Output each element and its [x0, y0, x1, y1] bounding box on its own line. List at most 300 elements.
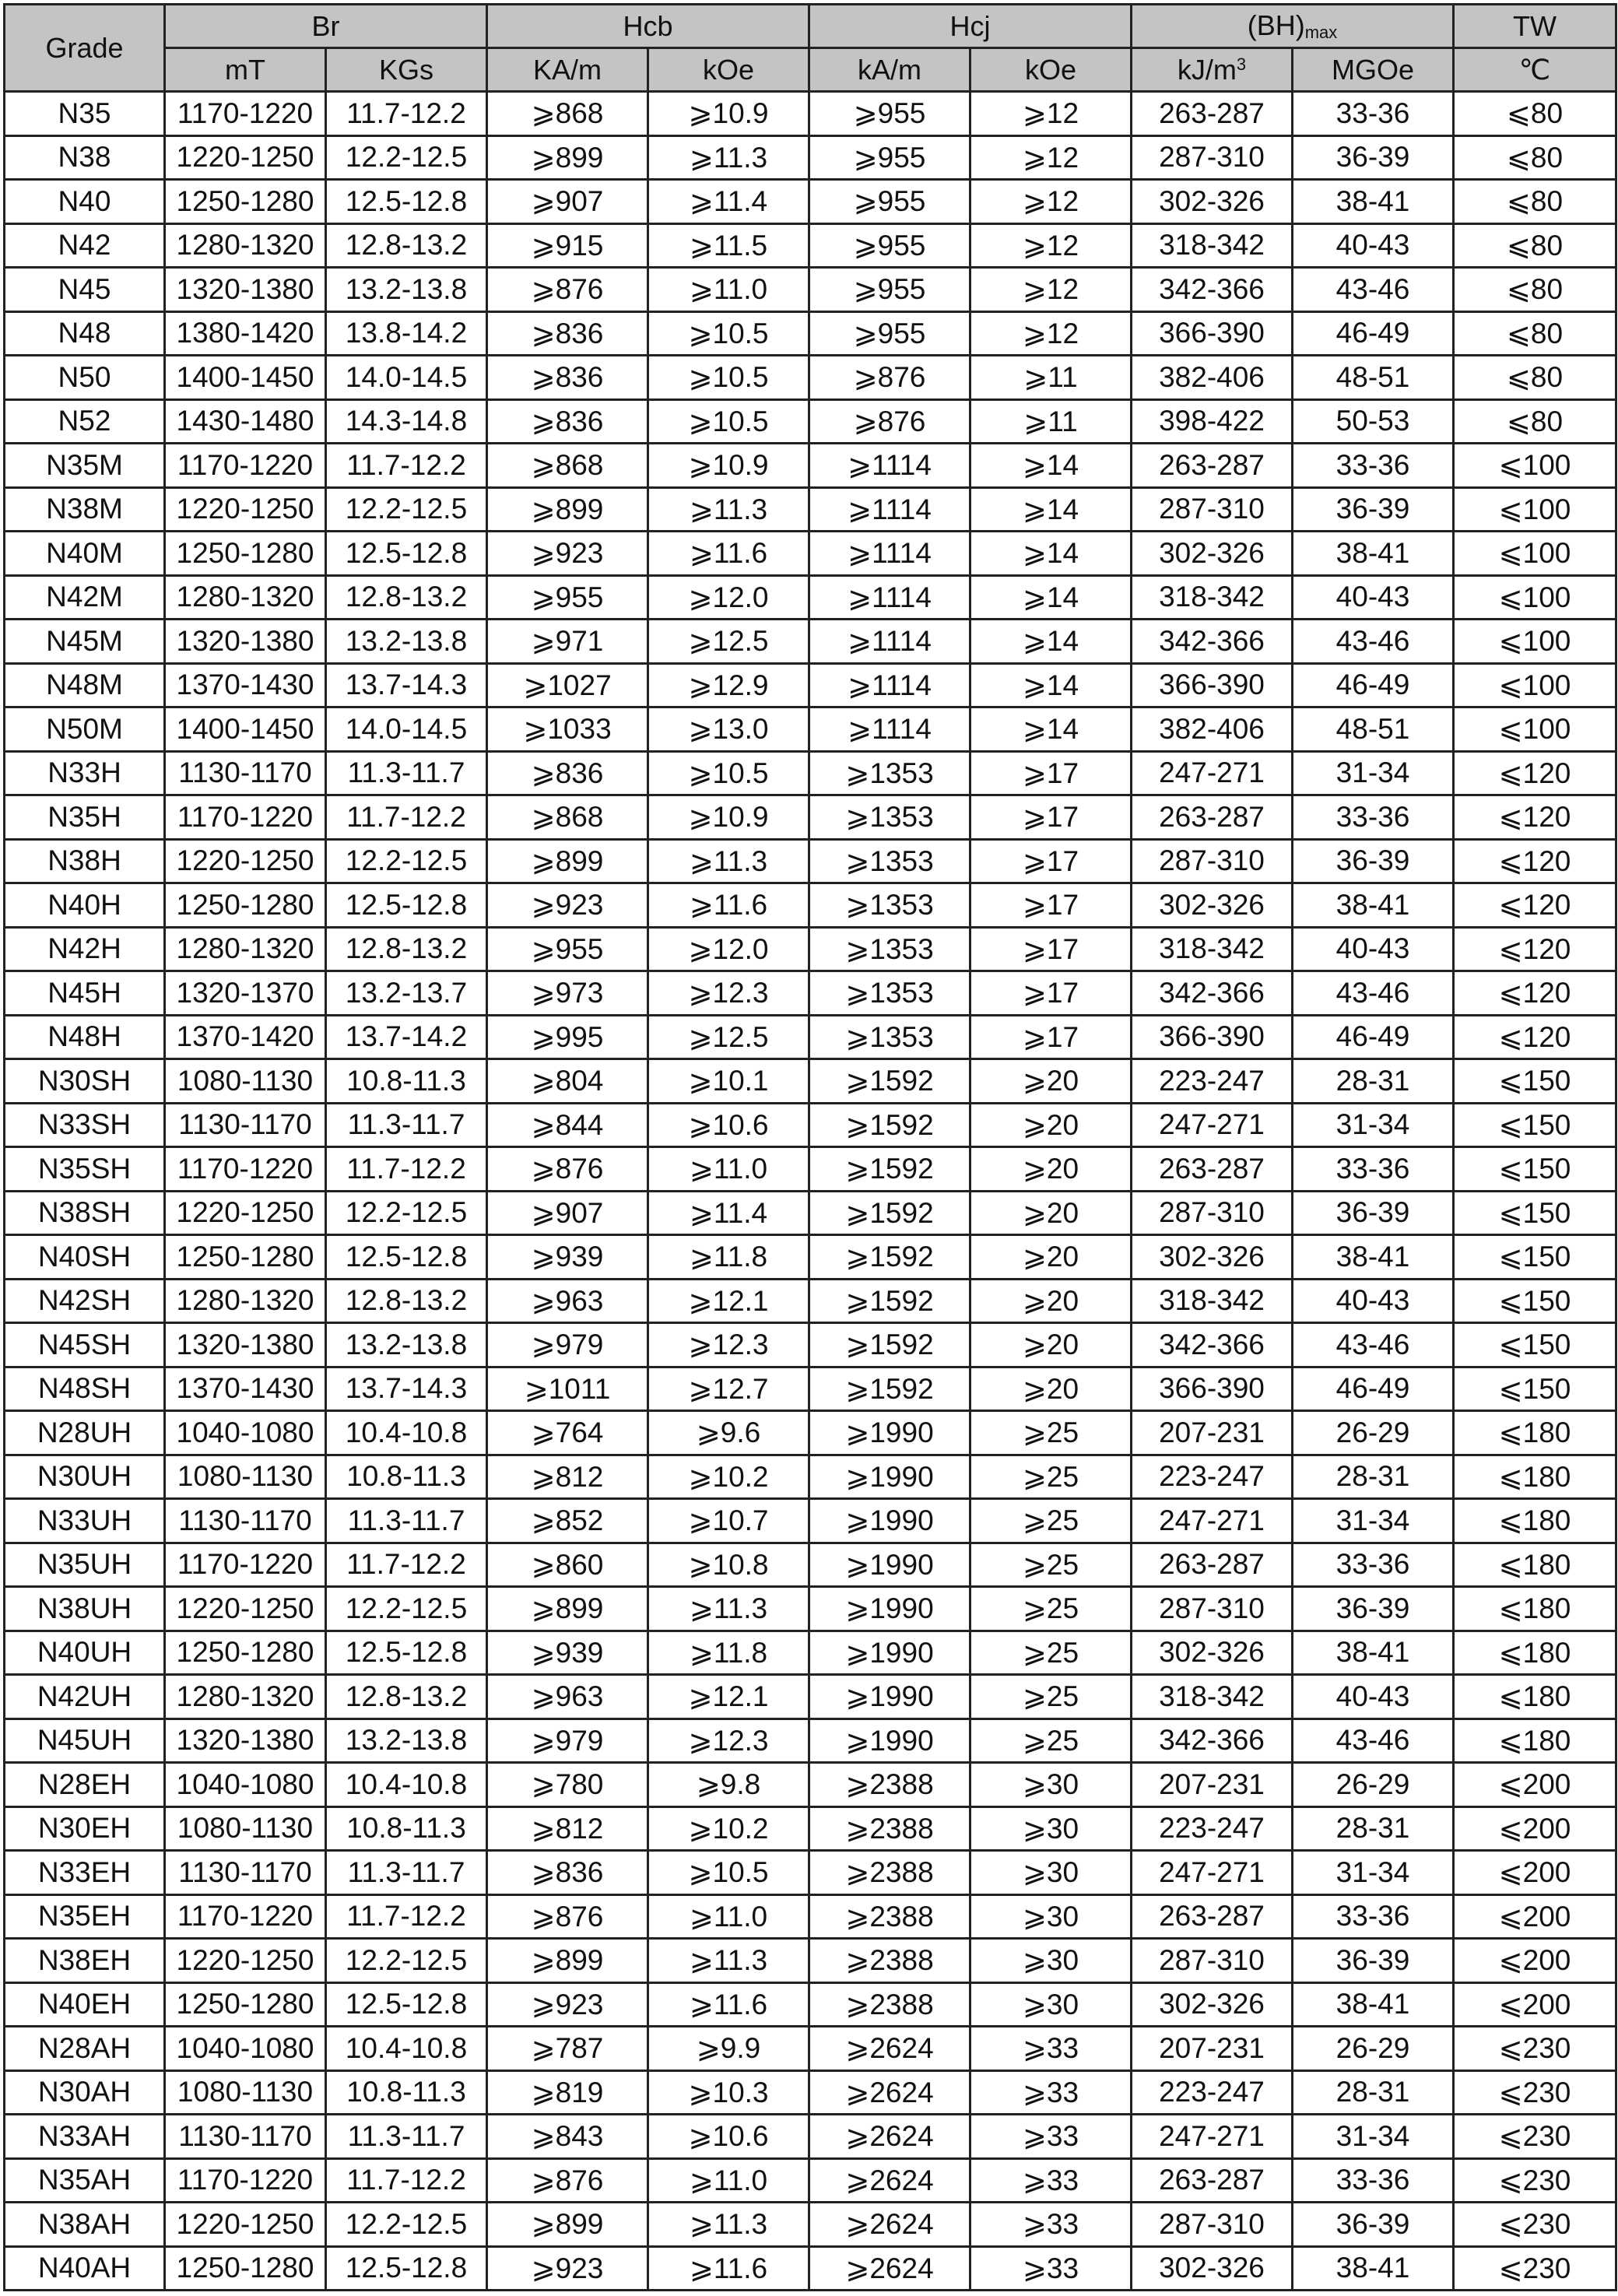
- br-mt-cell: 1220-1250: [165, 1191, 326, 1235]
- tw-cell: ⩽180: [1454, 1587, 1616, 1631]
- hcj-koe-cell: ⩾14: [970, 620, 1132, 664]
- br-mt-cell: 1320-1380: [165, 620, 326, 664]
- hcb-kam-cell: ⩾764: [487, 1411, 648, 1455]
- hcb-koe-cell: ⩾10.1: [648, 1059, 809, 1104]
- grade-cell: N42: [5, 223, 165, 268]
- hcj-kam-cell: ⩾1592: [809, 1367, 970, 1411]
- hcb-kam-cell: ⩾899: [487, 839, 648, 883]
- table-row: [5, 1806, 1616, 1851]
- hcb-koe-cell: ⩾10.5: [648, 311, 809, 356]
- table-row: [5, 399, 1616, 444]
- grade-cell: N33H: [5, 751, 165, 795]
- hcj-kam-cell: ⩾1592: [809, 1191, 970, 1235]
- br-kgs-cell: 13.2-13.8: [326, 268, 487, 312]
- bh-kj-cell: 287-310: [1132, 1587, 1293, 1631]
- table-row: [5, 1103, 1616, 1147]
- hcj-kam-cell: ⩾2624: [809, 2203, 970, 2247]
- tw-cell: ⩽120: [1454, 883, 1616, 928]
- bh-mgoe-cell: 33-36: [1293, 2158, 1454, 2203]
- hcj-kam-cell: ⩾1990: [809, 1499, 970, 1543]
- br-kgs-cell: 11.3-11.7: [326, 1499, 487, 1543]
- bh-kj-cell: 247-271: [1132, 751, 1293, 795]
- hcj-koe-cell: ⩾12: [970, 223, 1132, 268]
- hcb-koe-cell: ⩾9.9: [648, 2027, 809, 2071]
- hcb-koe-cell: ⩾10.2: [648, 1455, 809, 1499]
- grade-cell: N38M: [5, 487, 165, 532]
- br-mt-cell: 1280-1320: [165, 927, 326, 971]
- hcj-koe-cell: ⩾14: [970, 707, 1132, 752]
- hcb-kam-cell: ⩾979: [487, 1323, 648, 1367]
- grade-cell: N48H: [5, 1015, 165, 1059]
- hcj-kam-cell: ⩾2624: [809, 2070, 970, 2115]
- bh-kj-cell: 207-231: [1132, 2027, 1293, 2071]
- br-kgs-cell: 10.8-11.3: [326, 2070, 487, 2115]
- bh-mgoe-cell: 33-36: [1293, 795, 1454, 840]
- br-kgs-cell: 13.2-13.8: [326, 620, 487, 664]
- br-kgs-cell: 14.0-14.5: [326, 707, 487, 752]
- hcj-koe-cell: ⩾20: [970, 1147, 1132, 1192]
- br-mt-cell: 1430-1480: [165, 399, 326, 444]
- hcj-kam-cell: ⩾1114: [809, 444, 970, 488]
- bh-kj-cell: 342-366: [1132, 1718, 1293, 1763]
- grade-cell: N42SH: [5, 1279, 165, 1323]
- hcj-kam-cell: ⩾876: [809, 356, 970, 400]
- hcj-koe-cell: ⩾17: [970, 751, 1132, 795]
- hcb-koe-cell: ⩾11.6: [648, 532, 809, 576]
- hcj-kam-unit: kA/m: [809, 48, 970, 92]
- hcj-koe-unit: kOe: [970, 48, 1132, 92]
- grade-cell: N38AH: [5, 2203, 165, 2247]
- bh-mgoe-cell: 28-31: [1293, 2070, 1454, 2115]
- bh-mgoe-cell: 33-36: [1293, 1147, 1454, 1192]
- hcb-kam-cell: ⩾804: [487, 1059, 648, 1104]
- br-kgs-cell: 10.4-10.8: [326, 2027, 487, 2071]
- tw-header: TW: [1454, 5, 1616, 48]
- hcj-koe-cell: ⩾12: [970, 268, 1132, 312]
- grade-cell: N50: [5, 356, 165, 400]
- bh-kj-cell: 223-247: [1132, 2070, 1293, 2115]
- hcj-koe-cell: ⩾25: [970, 1499, 1132, 1543]
- hcj-koe-cell: ⩾25: [970, 1455, 1132, 1499]
- hcb-kam-cell: ⩾1033: [487, 707, 648, 752]
- hcj-kam-cell: ⩾1990: [809, 1455, 970, 1499]
- hcj-kam-cell: ⩾1592: [809, 1059, 970, 1104]
- hcj-koe-cell: ⩾20: [970, 1191, 1132, 1235]
- hcj-koe-cell: ⩾12: [970, 135, 1132, 180]
- bh-kj-cell: 366-390: [1132, 1367, 1293, 1411]
- hcj-kam-cell: ⩾1353: [809, 795, 970, 840]
- table-row: [5, 663, 1616, 707]
- tw-cell: ⩽180: [1454, 1455, 1616, 1499]
- hcb-kam-cell: ⩾899: [487, 1587, 648, 1631]
- bh-kj-cell: 318-342: [1132, 927, 1293, 971]
- bh-kj-cell: 302-326: [1132, 1235, 1293, 1280]
- grade-cell: N33SH: [5, 1103, 165, 1147]
- hcj-koe-cell: ⩾14: [970, 444, 1132, 488]
- br-kgs-cell: 13.7-14.3: [326, 663, 487, 707]
- br-mt-cell: 1170-1220: [165, 444, 326, 488]
- tw-cell: ⩽180: [1454, 1631, 1616, 1675]
- hcj-kam-cell: ⩾1592: [809, 1103, 970, 1147]
- table-row: [5, 1367, 1616, 1411]
- br-kgs-cell: 14.3-14.8: [326, 399, 487, 444]
- br-mt-cell: 1130-1170: [165, 1851, 326, 1895]
- hcj-kam-cell: ⩾2388: [809, 1894, 970, 1939]
- hcj-koe-cell: ⩾33: [970, 2158, 1132, 2203]
- hcj-kam-cell: ⩾1990: [809, 1543, 970, 1587]
- hcj-kam-cell: ⩾2624: [809, 2246, 970, 2291]
- grade-cell: N40UH: [5, 1631, 165, 1675]
- hcb-koe-cell: ⩾12.9: [648, 663, 809, 707]
- br-kgs-cell: 12.8-13.2: [326, 223, 487, 268]
- bh-mgoe-cell: 33-36: [1293, 1543, 1454, 1587]
- tw-cell: ⩽200: [1454, 1763, 1616, 1807]
- br-kgs-cell: 11.7-12.2: [326, 1543, 487, 1587]
- grade-cell: N28AH: [5, 2027, 165, 2071]
- bh-mgoe-cell: 46-49: [1293, 1367, 1454, 1411]
- hcj-kam-cell: ⩾1990: [809, 1587, 970, 1631]
- br-kgs-cell: 13.2-13.8: [326, 1718, 487, 1763]
- hcj-koe-cell: ⩾20: [970, 1235, 1132, 1280]
- hcj-koe-cell: ⩾30: [970, 1894, 1132, 1939]
- hcj-kam-cell: ⩾955: [809, 311, 970, 356]
- hcj-kam-cell: ⩾2388: [809, 1851, 970, 1895]
- br-kgs-cell: 12.5-12.8: [326, 1982, 487, 2027]
- hcj-kam-cell: ⩾1990: [809, 1631, 970, 1675]
- br-kgs-cell: 10.4-10.8: [326, 1763, 487, 1807]
- hcj-koe-cell: ⩾17: [970, 883, 1132, 928]
- hcb-koe-cell: ⩾10.9: [648, 795, 809, 840]
- tw-cell: ⩽100: [1454, 620, 1616, 664]
- bh-mgoe-cell: 43-46: [1293, 268, 1454, 312]
- hcb-kam-cell: ⩾899: [487, 2203, 648, 2247]
- hcb-kam-cell: ⩾971: [487, 620, 648, 664]
- bhmax-subscript: max: [1304, 23, 1338, 42]
- hcj-koe-cell: ⩾14: [970, 532, 1132, 576]
- grade-cell: N45UH: [5, 1718, 165, 1763]
- grade-cell: N45H: [5, 971, 165, 1016]
- hcb-kam-cell: ⩾836: [487, 751, 648, 795]
- grade-cell: N30EH: [5, 1806, 165, 1851]
- br-mt-cell: 1170-1220: [165, 1894, 326, 1939]
- tw-cell: ⩽180: [1454, 1411, 1616, 1455]
- hcb-kam-cell: ⩾923: [487, 883, 648, 928]
- table-row: [5, 223, 1616, 268]
- hcj-koe-cell: ⩾33: [970, 2027, 1132, 2071]
- bh-kj-cell: 302-326: [1132, 532, 1293, 576]
- bh-kj-cell: 398-422: [1132, 399, 1293, 444]
- bh-mgoe-cell: 46-49: [1293, 311, 1454, 356]
- bh-mgoe-cell: 38-41: [1293, 532, 1454, 576]
- br-mt-cell: 1370-1420: [165, 1015, 326, 1059]
- bh-mgoe-cell: 33-36: [1293, 444, 1454, 488]
- hcb-koe-cell: ⩾10.7: [648, 1499, 809, 1543]
- grade-cell: N40: [5, 180, 165, 224]
- br-kgs-cell: 10.8-11.3: [326, 1059, 487, 1104]
- hcb-kam-cell: ⩾876: [487, 1894, 648, 1939]
- grade-cell: N38UH: [5, 1587, 165, 1631]
- br-kgs-cell: 12.2-12.5: [326, 2203, 487, 2247]
- hcb-koe-cell: ⩾11.0: [648, 2158, 809, 2203]
- grade-cell: N35M: [5, 444, 165, 488]
- bh-kj-cell: 366-390: [1132, 1015, 1293, 1059]
- table-row: [5, 532, 1616, 576]
- bh-mgoe-cell: 26-29: [1293, 1411, 1454, 1455]
- bh-kj-cell: 318-342: [1132, 575, 1293, 620]
- hcb-kam-cell: ⩾876: [487, 1147, 648, 1192]
- br-mt-cell: 1130-1170: [165, 2115, 326, 2159]
- hcb-koe-cell: ⩾10.5: [648, 1851, 809, 1895]
- br-kgs-cell: 12.5-12.8: [326, 2246, 487, 2291]
- table-row: [5, 1939, 1616, 1983]
- bh-mgoe-cell: 36-39: [1293, 2203, 1454, 2247]
- bh-mgoe-cell: 33-36: [1293, 92, 1454, 136]
- br-mt-cell: 1170-1220: [165, 795, 326, 840]
- br-mt-cell: 1130-1170: [165, 1103, 326, 1147]
- hcj-kam-cell: ⩾2388: [809, 1939, 970, 1983]
- hcb-koe-cell: ⩾11.5: [648, 223, 809, 268]
- grade-cell: N38H: [5, 839, 165, 883]
- grade-cell: N52: [5, 399, 165, 444]
- hcj-koe-cell: ⩾30: [970, 1851, 1132, 1895]
- grade-cell: N48M: [5, 663, 165, 707]
- hcb-koe-cell: ⩾11.4: [648, 180, 809, 224]
- br-mt-cell: 1080-1130: [165, 1806, 326, 1851]
- hcb-koe-cell: ⩾11.0: [648, 1147, 809, 1192]
- tw-cell: ⩽120: [1454, 971, 1616, 1016]
- bh-mgoe-cell: 31-34: [1293, 751, 1454, 795]
- table-row: [5, 1323, 1616, 1367]
- hcb-kam-cell: ⩾995: [487, 1015, 648, 1059]
- hcj-kam-cell: ⩾1114: [809, 487, 970, 532]
- table-row: [5, 1411, 1616, 1455]
- bh-mgoe-cell: 28-31: [1293, 1806, 1454, 1851]
- tw-cell: ⩽120: [1454, 1015, 1616, 1059]
- table-row: [5, 1059, 1616, 1104]
- bh-mgoe-cell: 43-46: [1293, 971, 1454, 1016]
- table-row: [5, 1543, 1616, 1587]
- hcj-koe-cell: ⩾14: [970, 575, 1132, 620]
- hcb-kam-cell: ⩾939: [487, 1235, 648, 1280]
- tw-cell: ⩽80: [1454, 135, 1616, 180]
- br-header: Br: [165, 5, 487, 48]
- grade-cell: N35SH: [5, 1147, 165, 1192]
- bh-mgoe-cell: 40-43: [1293, 1279, 1454, 1323]
- br-mt-cell: 1220-1250: [165, 135, 326, 180]
- br-kgs-cell: 11.7-12.2: [326, 444, 487, 488]
- br-kgs-cell: 11.7-12.2: [326, 92, 487, 136]
- br-kgs-cell: 12.2-12.5: [326, 1191, 487, 1235]
- hcj-kam-cell: ⩾955: [809, 92, 970, 136]
- br-mt-cell: 1040-1080: [165, 2027, 326, 2071]
- hcj-koe-cell: ⩾17: [970, 795, 1132, 840]
- br-kgs-cell: 11.7-12.2: [326, 1147, 487, 1192]
- grade-cell: N33AH: [5, 2115, 165, 2159]
- hcb-kam-cell: ⩾844: [487, 1103, 648, 1147]
- tw-cell: ⩽200: [1454, 1851, 1616, 1895]
- table-row: [5, 1851, 1616, 1895]
- hcb-kam-cell: ⩾963: [487, 1675, 648, 1719]
- grade-cell: N40M: [5, 532, 165, 576]
- bh-mgoe-cell: 38-41: [1293, 883, 1454, 928]
- bh-mgoe-cell: 36-39: [1293, 1587, 1454, 1631]
- table-row: [5, 707, 1616, 752]
- br-kgs-cell: 12.5-12.8: [326, 532, 487, 576]
- tw-cell: ⩽80: [1454, 356, 1616, 400]
- bh-mgoe-cell: 40-43: [1293, 223, 1454, 268]
- hcb-kam-cell: ⩾836: [487, 1851, 648, 1895]
- br-mt-cell: 1170-1220: [165, 1543, 326, 1587]
- br-kgs-cell: 11.3-11.7: [326, 2115, 487, 2159]
- bh-mgoe-cell: 48-51: [1293, 356, 1454, 400]
- hcb-kam-cell: ⩾868: [487, 444, 648, 488]
- table-row: [5, 839, 1616, 883]
- bh-mgoe-cell: 28-31: [1293, 1455, 1454, 1499]
- grade-cell: N38SH: [5, 1191, 165, 1235]
- br-mt-cell: 1170-1220: [165, 2158, 326, 2203]
- table-row: [5, 356, 1616, 400]
- bh-kj-cell: 302-326: [1132, 1982, 1293, 2027]
- hcb-koe-cell: ⩾11.3: [648, 839, 809, 883]
- hcb-kam-cell: ⩾780: [487, 1763, 648, 1807]
- hcb-kam-cell: ⩾899: [487, 135, 648, 180]
- hcj-koe-cell: ⩾17: [970, 839, 1132, 883]
- grade-cell: N38: [5, 135, 165, 180]
- table-row: [5, 2027, 1616, 2071]
- grade-cell: N40SH: [5, 1235, 165, 1280]
- bh-kj-cell: 342-366: [1132, 1323, 1293, 1367]
- hcb-kam-unit: KA/m: [487, 48, 648, 92]
- tw-cell: ⩽180: [1454, 1718, 1616, 1763]
- hcb-koe-cell: ⩾11.3: [648, 1939, 809, 1983]
- hcj-kam-cell: ⩾1990: [809, 1718, 970, 1763]
- bh-mgoe-cell: 31-34: [1293, 1851, 1454, 1895]
- br-kgs-cell: 12.2-12.5: [326, 1939, 487, 1983]
- hcb-kam-cell: ⩾923: [487, 2246, 648, 2291]
- hcj-koe-cell: ⩾25: [970, 1587, 1132, 1631]
- tw-cell: ⩽150: [1454, 1103, 1616, 1147]
- hcb-koe-cell: ⩾11.3: [648, 2203, 809, 2247]
- grade-cell: N35: [5, 92, 165, 136]
- hcb-koe-cell: ⩾11.8: [648, 1631, 809, 1675]
- grade-cell: N45: [5, 268, 165, 312]
- tw-cell: ⩽80: [1454, 311, 1616, 356]
- hcj-kam-cell: ⩾1990: [809, 1675, 970, 1719]
- header-unit-row: [5, 48, 1616, 92]
- hcj-kam-cell: ⩾955: [809, 135, 970, 180]
- hcb-koe-cell: ⩾10.9: [648, 444, 809, 488]
- tw-cell: ⩽150: [1454, 1059, 1616, 1104]
- hcb-kam-cell: ⩾923: [487, 1982, 648, 2027]
- bh-kj-cell: 247-271: [1132, 2115, 1293, 2159]
- table-row: [5, 135, 1616, 180]
- hcj-koe-cell: ⩾20: [970, 1323, 1132, 1367]
- tw-cell: ⩽80: [1454, 180, 1616, 224]
- tw-cell: ⩽230: [1454, 2070, 1616, 2115]
- bh-kj-cell: 287-310: [1132, 839, 1293, 883]
- bh-kj-unit-base: kJ/m: [1177, 53, 1237, 86]
- br-mt-cell: 1220-1250: [165, 1587, 326, 1631]
- bh-mgoe-cell: 43-46: [1293, 620, 1454, 664]
- bh-kj-cell: 263-287: [1132, 1147, 1293, 1192]
- br-mt-cell: 1280-1320: [165, 575, 326, 620]
- table-row: [5, 2203, 1616, 2247]
- hcb-kam-cell: ⩾899: [487, 1939, 648, 1983]
- bh-mgoe-cell: 43-46: [1293, 1718, 1454, 1763]
- table-row: [5, 1147, 1616, 1192]
- hcb-kam-cell: ⩾812: [487, 1455, 648, 1499]
- table-row: [5, 971, 1616, 1016]
- tw-cell: ⩽230: [1454, 2115, 1616, 2159]
- tw-cell: ⩽180: [1454, 1675, 1616, 1719]
- br-kgs-cell: 12.2-12.5: [326, 839, 487, 883]
- grade-cell: N35EH: [5, 1894, 165, 1939]
- br-kgs-cell: 13.2-13.8: [326, 1323, 487, 1367]
- grade-header: Grade: [5, 5, 165, 92]
- header-group-row: [5, 5, 1616, 48]
- br-kgs-cell: 10.4-10.8: [326, 1411, 487, 1455]
- bh-kj-cell: 247-271: [1132, 1851, 1293, 1895]
- br-mt-cell: 1250-1280: [165, 532, 326, 576]
- hcb-koe-cell: ⩾9.6: [648, 1411, 809, 1455]
- magnet-grade-table: [3, 3, 1617, 2291]
- bh-mgoe-cell: 40-43: [1293, 1675, 1454, 1719]
- tw-cell: ⩽180: [1454, 1543, 1616, 1587]
- hcj-koe-cell: ⩾33: [970, 2115, 1132, 2159]
- hcb-koe-cell: ⩾11.0: [648, 1894, 809, 1939]
- hcj-kam-cell: ⩾876: [809, 399, 970, 444]
- bh-mgoe-cell: 26-29: [1293, 1763, 1454, 1807]
- br-mt-cell: 1380-1420: [165, 311, 326, 356]
- tw-cell: ⩽100: [1454, 532, 1616, 576]
- br-mt-cell: 1220-1250: [165, 839, 326, 883]
- grade-cell: N45M: [5, 620, 165, 664]
- tw-cell: ⩽150: [1454, 1367, 1616, 1411]
- br-kgs-cell: 13.7-14.3: [326, 1367, 487, 1411]
- br-kgs-cell: 12.5-12.8: [326, 180, 487, 224]
- table-row: [5, 1675, 1616, 1719]
- hcj-header: Hcj: [809, 5, 1132, 48]
- hcj-kam-cell: ⩾2624: [809, 2158, 970, 2203]
- bh-kj-cell: 263-287: [1132, 795, 1293, 840]
- hcj-kam-cell: ⩾1592: [809, 1147, 970, 1192]
- hcb-koe-cell: ⩾12.5: [648, 1015, 809, 1059]
- tw-cell: ⩽120: [1454, 839, 1616, 883]
- grade-cell: N35UH: [5, 1543, 165, 1587]
- br-mt-cell: 1320-1380: [165, 268, 326, 312]
- bh-kj-cell: 287-310: [1132, 135, 1293, 180]
- hcb-kam-cell: ⩾899: [487, 487, 648, 532]
- grade-cell: N40H: [5, 883, 165, 928]
- hcb-koe-cell: ⩾13.0: [648, 707, 809, 752]
- hcj-koe-cell: ⩾11: [970, 399, 1132, 444]
- bh-mgoe-cell: 31-34: [1293, 1103, 1454, 1147]
- bh-kj-cell: 366-390: [1132, 311, 1293, 356]
- hcj-koe-cell: ⩾20: [970, 1367, 1132, 1411]
- tw-cell: ⩽80: [1454, 223, 1616, 268]
- br-mt-cell: 1170-1220: [165, 92, 326, 136]
- br-mt-cell: 1250-1280: [165, 883, 326, 928]
- br-mt-cell: 1320-1370: [165, 971, 326, 1016]
- table-row: [5, 1455, 1616, 1499]
- hcj-koe-cell: ⩾25: [970, 1718, 1132, 1763]
- br-mt-cell: 1040-1080: [165, 1411, 326, 1455]
- hcb-kam-cell: ⩾955: [487, 575, 648, 620]
- hcj-koe-cell: ⩾25: [970, 1631, 1132, 1675]
- br-kgs-cell: 11.7-12.2: [326, 2158, 487, 2203]
- table-row: [5, 795, 1616, 840]
- hcj-koe-cell: ⩾33: [970, 2070, 1132, 2115]
